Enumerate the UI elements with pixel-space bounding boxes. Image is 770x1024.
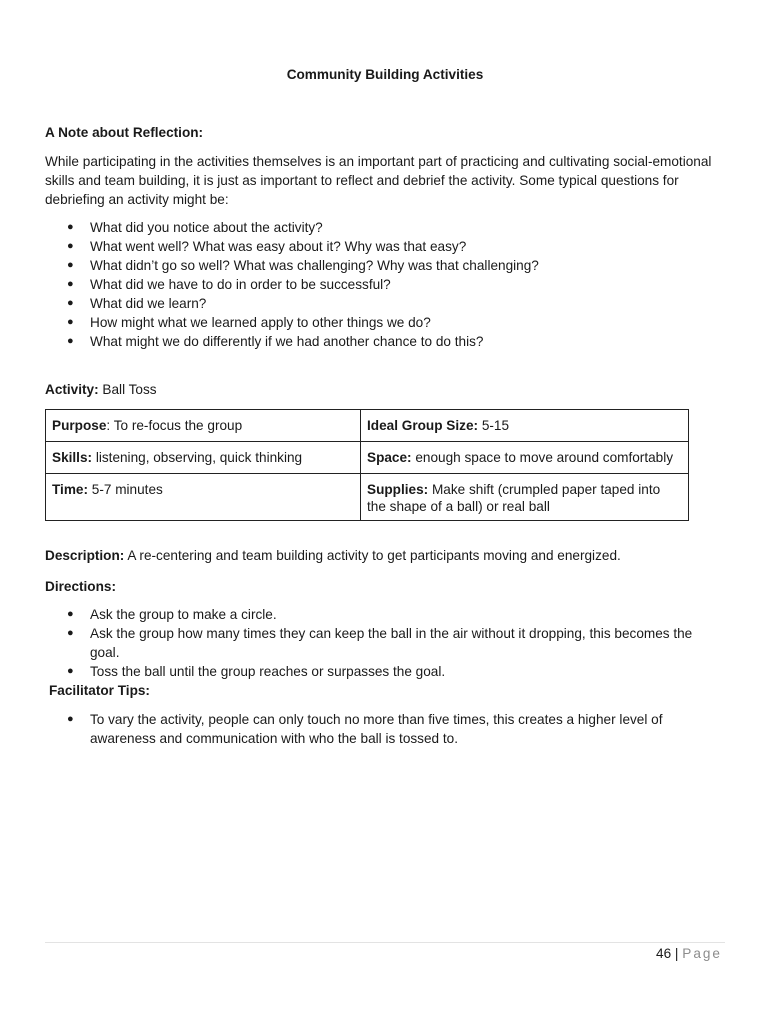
purpose-label: Purpose [52, 418, 107, 433]
list-item: ● Ask the group to make a circle. [67, 607, 277, 622]
directions-list [45, 605, 715, 681]
list-item: ● What did you notice about the activity? [67, 220, 323, 235]
bullet-icon: ● [67, 259, 74, 271]
list-item: ● How might what we learned apply to other things we do? [67, 315, 431, 330]
list-item: ● Ask the group how many times they can keep the ball in the air without it dropping, this becomes the goal. [67, 626, 693, 660]
list-item: ● What did we learn? [67, 296, 207, 311]
description-label: Description: [45, 548, 125, 563]
bullet-icon: ● [67, 297, 74, 309]
list-item: ● Toss the ball until the group reaches or surpasses the goal. [67, 664, 446, 679]
purpose-value: : To re-focus the group [106, 418, 243, 433]
supplies-label: Supplies: [367, 482, 429, 497]
skills-label: Skills: [52, 450, 93, 465]
list-item: ● What did we have to do in order to be successful? [67, 277, 391, 292]
page-number: 46 [656, 946, 672, 961]
description-text: A re-centering and team building activity to get participants moving and energized. [124, 548, 621, 563]
time-label: Time: [52, 482, 89, 497]
list-item: ● To vary the activity, people can only touch no more than five times, this creates a higher level of awareness and communication with who the ball is tossed to. [67, 712, 663, 746]
space-cell [361, 442, 689, 474]
reflection-intro: While participating in the activities themselves is an important part of practicing and cultivating social-emotional skills and team building, it is just as important to reflect and debrief the activity. Some typical questions for debriefing an activity might be: [45, 154, 712, 207]
space-label: Space: [367, 450, 412, 465]
list-item: ● What went well? What was easy about it? Why was that easy? [67, 239, 467, 254]
time-value: 5-7 minutes [88, 482, 163, 497]
list-item: ● What might we do differently if we had another chance to do this? [67, 334, 484, 349]
supplies-value: Make shift (crumpled paper taped into the shape of a ball) or real ball [367, 482, 661, 514]
bullet-icon: ● [67, 221, 74, 233]
activity-info-table [45, 409, 689, 521]
directions-heading: Directions: [45, 579, 117, 594]
activity-label: Activity: [45, 382, 99, 397]
footer-divider [45, 942, 725, 943]
reflection-heading: A Note about Reflection: [45, 125, 204, 140]
group-size-cell [361, 410, 689, 442]
reflection-question-list [45, 218, 725, 351]
purpose-cell [46, 410, 361, 442]
activity-name: Ball Toss [98, 382, 157, 397]
space-value: enough space to move around comfortably [411, 450, 674, 465]
skills-value: listening, observing, quick thinking [92, 450, 303, 465]
group-size-value: 5-15 [478, 418, 510, 433]
table-row [46, 474, 689, 521]
activity-description [45, 546, 735, 565]
bullet-icon: ● [67, 278, 74, 290]
page-word: Page [682, 946, 722, 961]
bullet-icon: ● [67, 316, 74, 328]
bullet-icon: ● [67, 665, 74, 677]
footer-separator: | [671, 946, 683, 961]
bullet-icon: ● [67, 608, 74, 620]
bullet-icon: ● [67, 713, 74, 725]
bullet-icon: ● [67, 627, 74, 639]
bullet-icon: ● [67, 240, 74, 252]
activity-title [45, 380, 157, 399]
skills-cell [46, 442, 361, 474]
group-size-label: Ideal Group Size: [367, 418, 479, 433]
bullet-icon: ● [67, 335, 74, 347]
facilitator-tips-list [45, 710, 715, 748]
table-row [46, 442, 689, 474]
page-title: Community Building Activities [286, 67, 484, 82]
page-footer [656, 944, 722, 963]
list-item: ● What didn’t go so well? What was challenging? Why was that challenging? [67, 258, 539, 273]
supplies-cell [361, 474, 689, 521]
time-cell [46, 474, 361, 521]
facilitator-tips-heading: Facilitator Tips: [49, 683, 150, 698]
table-row [46, 410, 689, 442]
